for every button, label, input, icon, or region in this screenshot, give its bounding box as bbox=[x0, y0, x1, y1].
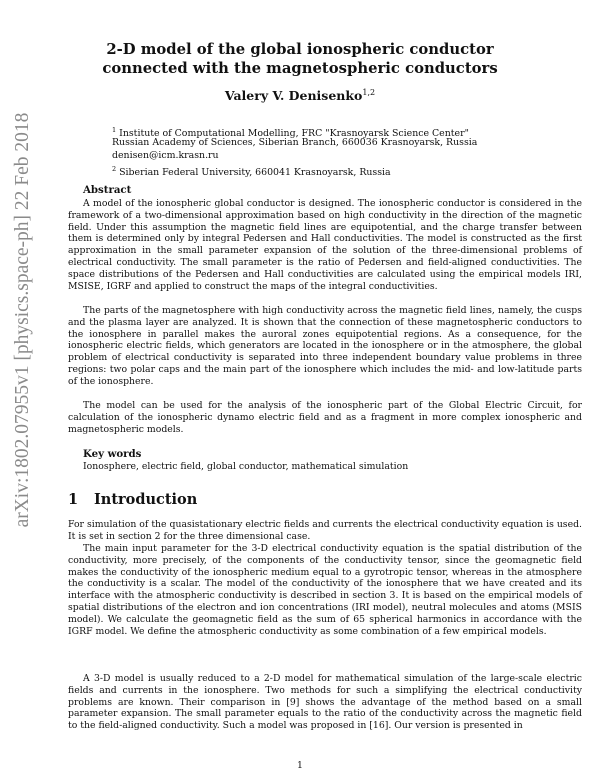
section-title: Introduction bbox=[94, 491, 198, 508]
author bbox=[0, 88, 600, 103]
keywords-text: Ionosphere, electric field, global conductor, mathematical simulation bbox=[83, 461, 409, 472]
arxiv-sidebar bbox=[4, 40, 42, 600]
section-heading bbox=[68, 491, 197, 508]
author-email: denisen@icm.krasn.ru bbox=[112, 150, 219, 161]
paper-title-line-1: 2-D model of the global ionospheric conductor bbox=[106, 41, 494, 58]
body-paragraph: For simulation of the quasistationary electric fields and currents the electrical conductivity equation is used. It is set in section 2 for the three dimensional case. bbox=[68, 519, 582, 542]
abstract-paragraph: The model can be used for the analysis of the ionospheric part of the Global Electric Circuit, for calculation of the ionospheric dynamo electric field and as a fragment in more complex ionospheric and magnetospheric models. bbox=[68, 400, 582, 435]
section-number: 1 bbox=[68, 491, 79, 508]
page-number: 1 bbox=[297, 760, 303, 771]
abstract-paragraph: A model of the ionospheric global conductor is designed. The ionospheric conductor is considered in the framework of a two-dimensional approximation based on high conductivity in the direction of the magnetic field. Under this assumption the magnetic field lines are equipotential, and the charge transfer between them is determined only by integral Pedersen and Hall conductivities. The model is constructed as the first approximation in the small parameter expansion of the solution of the three-dimensional problems of electrical conductivity. The small parameter is the ratio of Pedersen and field-aligned conductivities. The space distributions of the Pedersen and Hall conductivities are calculated using the empirical models IRI, MSISE, IGRF and applied to construct the maps of the integral conductivities. bbox=[68, 198, 582, 292]
affiliation-line: Russian Academy of Sciences, Siberian Branch, 660036 Krasnoyarsk, Russia bbox=[112, 137, 478, 148]
author-affiliation-marks: 1,2 bbox=[362, 88, 376, 97]
arxiv-identifier: arXiv:1802.07955v1 [physics.space-ph] 22 Feb 2018 bbox=[12, 112, 33, 528]
keywords-heading: Key words bbox=[83, 448, 142, 460]
affiliation-line: $^1$ Institute of Computational Modelling, FRC "Krasnoyarsk Science Center" bbox=[112, 126, 469, 140]
body-paragraph: The main input parameter for the 3-D electrical conductivity equation is the spatial distribution of the conductivity, more precisely, of the components of the conductivity tensor, since the geomagnetic field makes the conductivity of the ionospheric medium equal to a gyrotropic tensor, whereas in the atmosphere the conductivity is a scalar. The model of the conductivity of the ionosphere that we have created and its interface with the atmospheric conductivity is described in section 3. It is based on the empirical models of spatial distributions of the electron and ion concentrations (IRI model), neutral molecules and atoms (MSIS model). We calculate the geomagnetic field as the sum of 65 spherical harmonics in accordance with the IGRF model. We define the atmospheric conductivity as some combination of a few empirical models. bbox=[68, 543, 582, 637]
abstract-paragraph: The parts of the magnetosphere with high conductivity across the magnetic field lines, namely, the cusps and the plasma layer are analyzed. It is shown that the connection of these magnetospheric conductors to the ionosphere in parallel makes the auroral zones equipotential regions. As a consequence, for the ionospheric electric fields, which generators are located in the ionosphere or in the atmosphere, the global problem of electrical conductivity is separated into three independent boundary value problems in three regions: two polar caps and the main part of the ionosphere which includes the mid- and low-latitude parts of the ionosphere. bbox=[68, 305, 582, 387]
affiliation-line: $^2$ Siberian Federal University, 660041 Krasnoyarsk, Russia bbox=[112, 165, 391, 179]
abstract-heading: Abstract bbox=[83, 184, 132, 196]
body-paragraph: A 3-D model is usually reduced to a 2-D model for mathematical simulation of the large-scale electric fields and currents in the ionosphere. Two methods for such a simplifying the electrical conductivity problems are known. Their comparison in [9] shows the advantage of the method based on a small parameter expansion. The small parameter equals to the ratio of the conductivity across the magnetic field to the field-aligned conductivity. Such a model was proposed in [16]. Our version is presented in bbox=[68, 673, 582, 732]
paper-title-line-2: connected with the magnetospheric conductors bbox=[102, 60, 498, 77]
author-name: Valery V. Denisenko bbox=[224, 88, 363, 104]
